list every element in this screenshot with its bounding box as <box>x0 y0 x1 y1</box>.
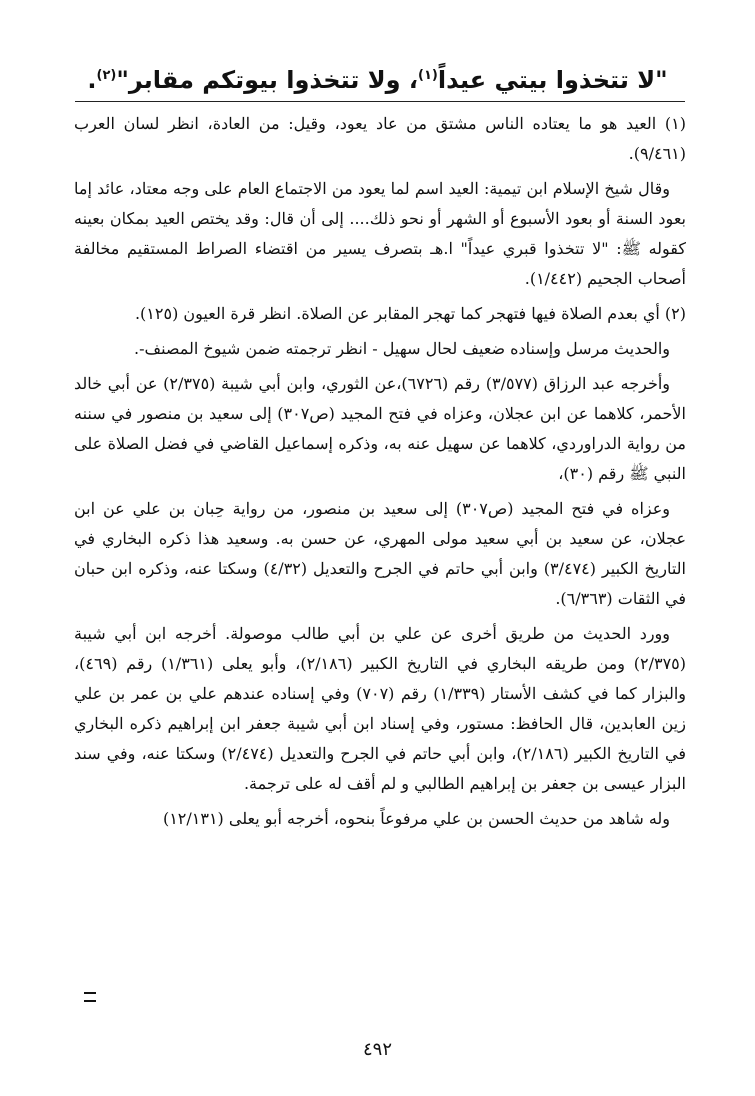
heading-part-2: ، ولا تتخذوا بيوتكم مقابر" <box>116 66 419 95</box>
heading-part-1: "لا تتخذوا بيتي عيداً <box>437 66 668 95</box>
footnote-1: (١) العيد هو ما يعتاده الناس مشتق من عاد يعود، وقيل: من العادة، انظر لسان العرب (٩/٤٦١). <box>74 114 686 163</box>
heading-end: . <box>87 66 97 95</box>
footnote-paragraph: وأخرجه عبد الرزاق (٣/٥٧٧) رقم (٦٧٢٦)،عن الثوري، وابن أبي شيبة (٢/٣٧٥) عن أبي خالد الأحمر، كلاهما عن ابن عجلان، وعزاه في فتح المجيد (ص٣٠٧) إلى سعيد بن منصور في سننه من رواية الدراوردي، كلاهما عن سهيل عنه به، وذكره إسماعيل القاضي في فضل الصلاة على النبي ﷺ رقم (٣٠)، <box>74 374 686 483</box>
page-number: ٤٩٢ <box>362 1039 392 1060</box>
footnote-paragraph: وقال شيخ الإسلام ابن تيمية: العيد اسم لما يعود من الاجتماع العام على وجه معتاد، عائد إما بعود السنة أو بعود الأسبوع أو الشهر أو نحو ذلك.... إلى أن قال: وقد يختص العيد بمكان بعينه كقوله ﷺ: "لا تتخذوا قبري عيداً" ا.هـ بتصرف يسير من اقتضاء الصراط المستقيم مخالفة أصحاب الجحيم (١/٤٤٢). <box>74 179 686 288</box>
footnotes <box>74 109 686 839</box>
footnote-ref-2: (٢) <box>96 68 117 84</box>
footnote-divider <box>75 101 685 102</box>
footnote-2: (٢) أي بعدم الصلاة فيها فتهجر كما تهجر المقابر عن الصلاة. انظر قرة العيون (١٢٥). <box>134 304 686 323</box>
page-heading <box>60 56 695 100</box>
footnote-paragraph: وله شاهد من حديث الحسن بن علي مرفوعاً بنحوه، أخرجه أبو يعلى (١٢/١٣١) <box>162 809 670 828</box>
footnote-paragraph: والحديث مرسل وإسناده ضعيف لحال سهيل - انظر ترجمته ضمن شيوخ المصنف-. <box>134 339 670 358</box>
footnote-paragraph: وعزاه في فتح المجيد (ص٣٠٧) إلى سعيد بن منصور، من رواية حِبان بن علي عن ابن عجلان، عن سعيد بن أبي سعيد مولى المهري، عن حسن به. وسعيد هذا ذكره البخاري في التاريخ الكبير (٣/٤٧٤) وابن أبي حاتم في الجرح والتعديل (٤/٣٢) وسكتا عنه، وذكره ابن حبان في الثقات (٦/٣٦٣). <box>74 499 687 608</box>
continuation-mark <box>84 992 96 1002</box>
footnote-paragraph: وورد الحديث من طريق أخرى عن علي بن أبي طالب موصولة. أخرجه ابن أبي شيبة (٢/٣٧٥) ومن طريقه البخاري في التاريخ الكبير (٢/١٨٦)، وأبو يعلى (١/٣٦١) رقم (٤٦٩)، والبزار كما في كشف الأستار (١/٣٣٩) رقم (٧٠٧) وفي إسناده عندهم علي بن عمر بن علي زين العابدين، قال الحافظ: مستور، وفي إسناد ابن أبي شيبة جعفر ابن إبراهيم ذكره البخاري في التاريخ الكبير (٢/١٨٦)، وابن أبي حاتم في الجرح والتعديل (٢/٤٧٤) وسكتا عنه، وفي سند البزار عيسى بن جعفر بن إبراهيم الطالبي و لم أقف له على ترجمة. <box>74 624 687 793</box>
footnote-ref-1: (١) <box>418 68 438 84</box>
